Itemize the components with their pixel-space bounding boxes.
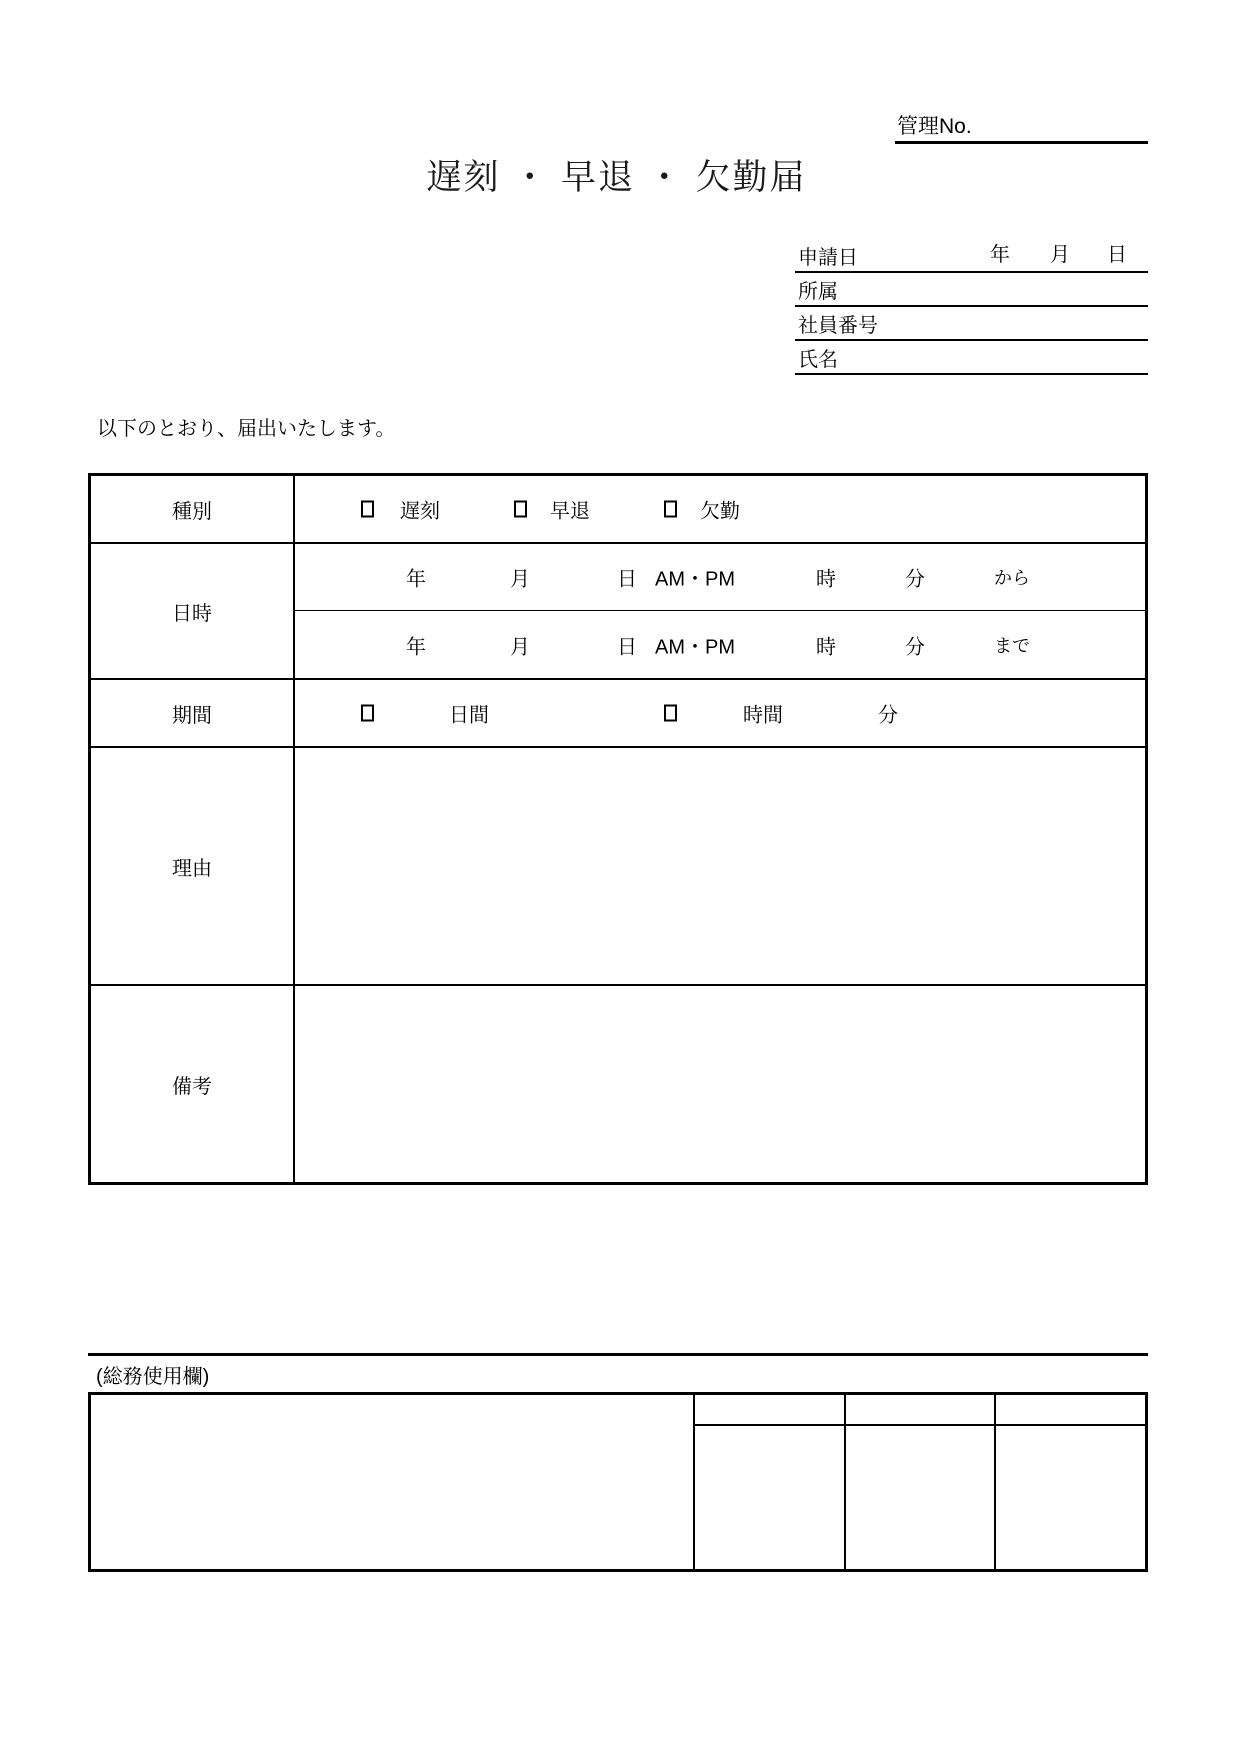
employee-no-field[interactable] [795, 307, 1148, 341]
to-month-unit: 月 [510, 636, 530, 658]
stamp-column-1 [695, 1395, 846, 1569]
from-year-unit: 年 [406, 568, 426, 591]
form-table [88, 473, 1148, 1185]
datetime-row [91, 544, 1145, 680]
admin-note-area[interactable] [91, 1395, 695, 1569]
checkbox-period-hours[interactable] [664, 705, 677, 722]
admin-table [88, 1392, 1148, 1572]
from-day-unit: 日 [617, 568, 637, 591]
from-month-unit: 月 [510, 568, 530, 591]
stamp-column-3 [996, 1395, 1145, 1569]
option-early-leave-label: 早退 [550, 500, 590, 523]
period-hours-unit: 時間 [743, 704, 783, 727]
reason-input-area[interactable] [295, 748, 1145, 984]
datetime-from-field[interactable] [295, 544, 1145, 611]
option-late-label: 遅刻 [400, 500, 440, 523]
application-date-field[interactable] [795, 239, 1148, 273]
from-minute-unit: 分 [905, 568, 925, 591]
from-hour-unit: 時 [816, 568, 836, 591]
stamp-seal-cell-3[interactable] [996, 1426, 1145, 1569]
remarks-input-area[interactable] [295, 986, 1145, 1182]
stamp-seal-cell-2[interactable] [846, 1426, 995, 1569]
type-row [91, 476, 1145, 544]
period-minutes-unit: 分 [878, 704, 898, 727]
option-absence-label: 欠勤 [700, 500, 740, 523]
control-no-field[interactable] [895, 102, 1148, 144]
datetime-cell [295, 544, 1145, 678]
period-days-unit: 日間 [449, 704, 489, 727]
period-cell [295, 680, 1145, 746]
type-options-cell [295, 476, 1145, 542]
stamp-title-cell-2[interactable] [846, 1395, 995, 1426]
checkbox-absence[interactable] [664, 501, 677, 518]
intro-text: 以下のとおり、届出いたします。 [97, 418, 396, 440]
checkbox-period-days[interactable] [361, 705, 374, 722]
date-month-unit: 月 [1050, 244, 1070, 266]
stamp-title-cell-1[interactable] [695, 1395, 844, 1426]
stamp-seal-cell-1[interactable] [695, 1426, 844, 1569]
approval-stamp-group [695, 1395, 1145, 1569]
period-label: 期間 [91, 680, 295, 746]
stamp-column-2 [846, 1395, 997, 1569]
form-title: 遅刻 ・ 早退 ・ 欠勤届 [426, 158, 807, 197]
period-row [91, 680, 1145, 748]
remarks-label: 備考 [91, 986, 295, 1182]
to-year-unit: 年 [406, 636, 426, 658]
type-label: 種別 [91, 476, 295, 542]
from-ampm-label: AM・PM [655, 568, 735, 591]
remarks-row [91, 986, 1145, 1182]
date-year-unit: 年 [990, 244, 1010, 266]
applicant-info-block [795, 239, 1148, 375]
datetime-label: 日時 [91, 544, 295, 678]
department-field[interactable] [795, 273, 1148, 307]
to-day-unit: 日 [617, 636, 637, 658]
to-suffix: まで [994, 635, 1030, 656]
stamp-title-cell-3[interactable] [996, 1395, 1145, 1426]
reason-label: 理由 [91, 748, 295, 984]
name-label: 氏名 [798, 348, 838, 371]
reason-row [91, 748, 1145, 986]
to-hour-unit: 時 [816, 636, 836, 658]
datetime-to-field[interactable] [295, 611, 1145, 678]
checkbox-late[interactable] [361, 501, 374, 518]
admin-section-divider [88, 1353, 1148, 1356]
name-field[interactable] [795, 341, 1148, 375]
control-no-label: 管理No. [897, 114, 972, 138]
department-label: 所属 [798, 280, 838, 303]
checkbox-early-leave[interactable] [514, 501, 527, 518]
admin-section-label: (総務使用欄) [96, 1366, 210, 1388]
employee-no-label: 社員番号 [798, 314, 878, 337]
to-minute-unit: 分 [905, 636, 925, 658]
from-suffix: から [994, 568, 1030, 588]
to-ampm-label: AM・PM [655, 636, 735, 658]
application-date-label: 申請日 [798, 246, 858, 269]
date-day-unit: 日 [1107, 244, 1127, 266]
